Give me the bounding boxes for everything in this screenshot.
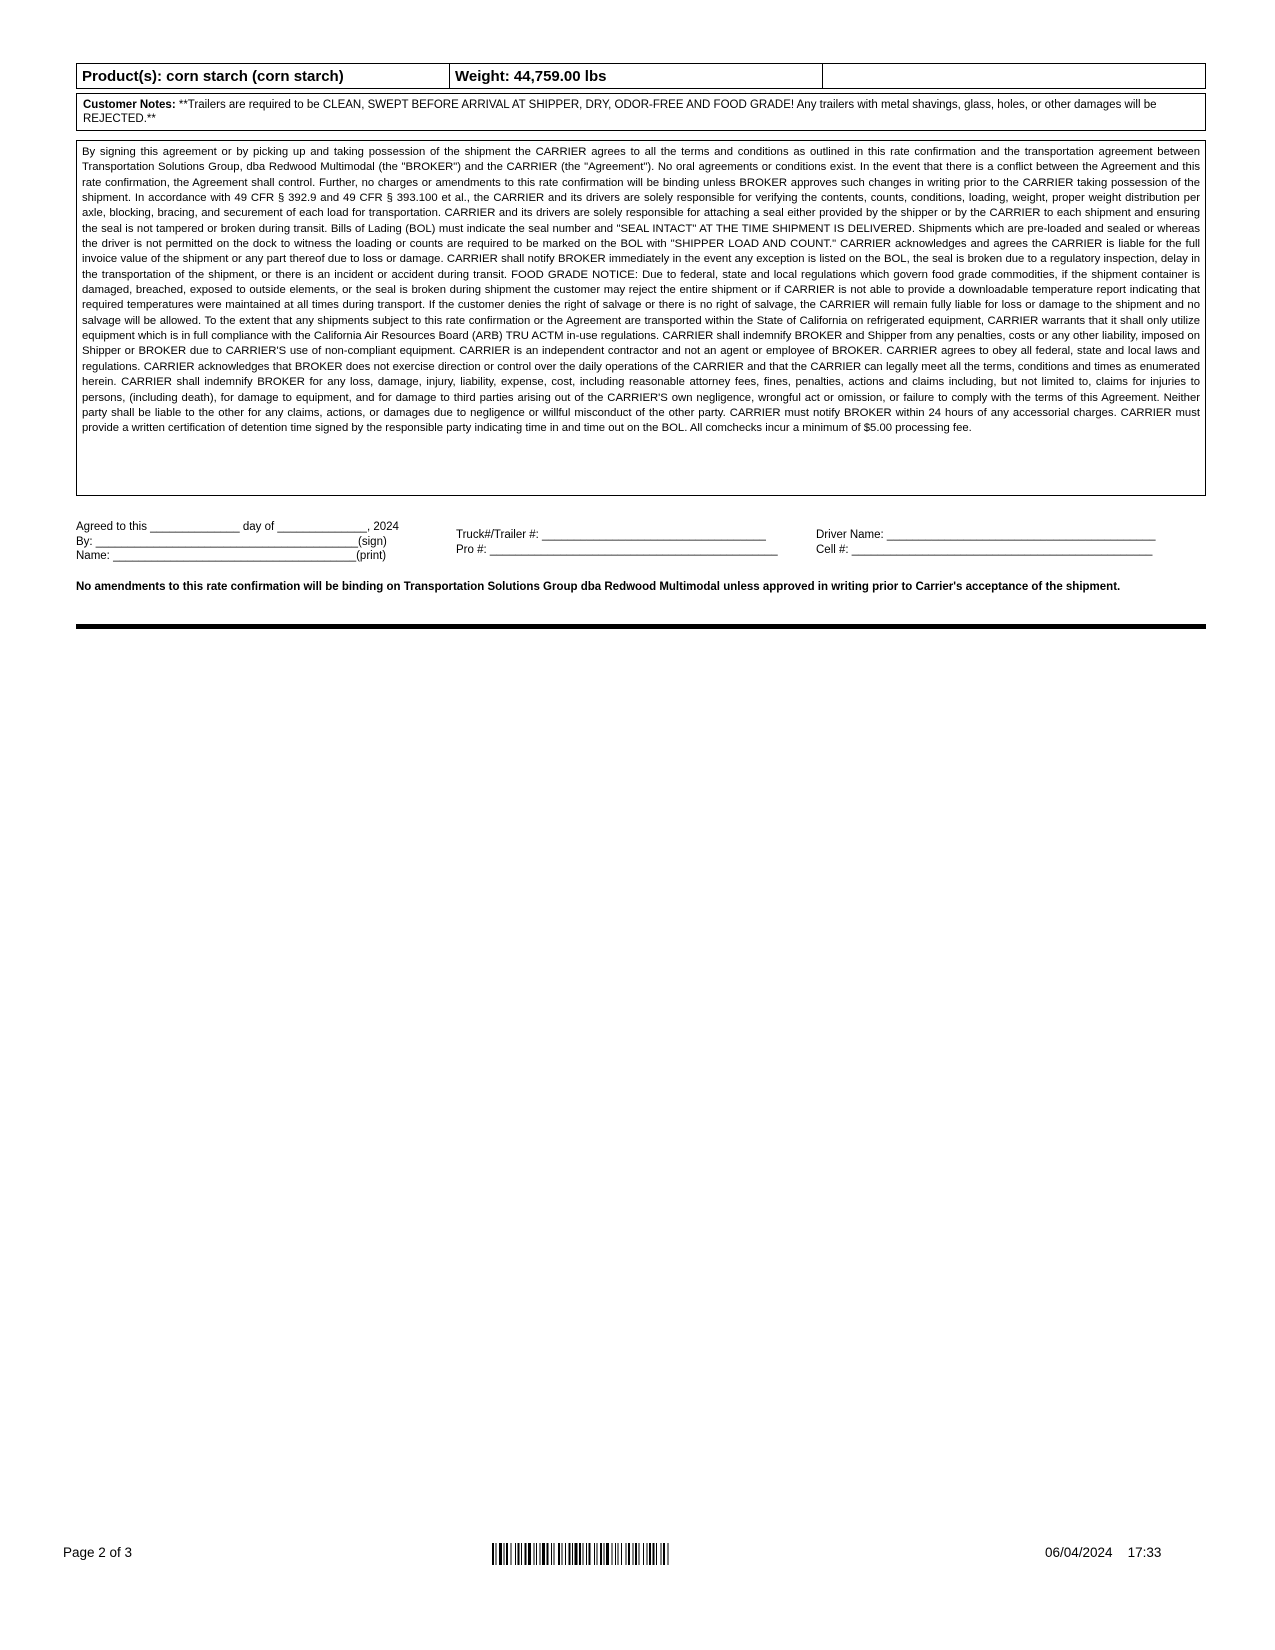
signature-block-driver: [816, 528, 1156, 557]
amendment-note: No amendments to this rate confirmation will be binding on Transportation Solutions Group dba Redwood Multimodal unless approved in writing prior to Carrier's acceptance of the shipment.: [76, 581, 1121, 593]
agreement-terms: By signing this agreement or by picking up and taking possession of the shipment the CARRIER agrees to all the terms and conditions as outlined in this rate confirmation and the transportation agreement between Transportation Solutions Group, dba Redwood Multimodal (the "BROKER") and the CARRIER (the "Agreement"). No oral agreements or conditions exist. In the event that there is a conflict between the Agreement and this rate confirmation, the Agreement shall control. Further, no charges or amendments to this rate confirmation will be binding unless BROKER approves such changes in writing prior to the CARRIER taking possession of the shipment. In accordance with 49 CFR § 392.9 and 49 CFR § 393.100 et al., the CARRIER and its drivers are solely responsible for verifying the contents, counts, conditions, loading, weight, proper weight distribution per axle, blocking, bracing, and securement of each load for transportation. CARRIER and its drivers are solely responsible for attaching a seal either provided by the shipper or by the CARRIER to each shipment and ensuring the seal is not tampered or broken during transit. Bills of Lading (BOL) must indicate the seal number and "SEAL INTACT" AT THE TIME SHIPMENT IS DELIVERED. Shipments which are pre-loaded and sealed or whereas the driver is not permitted on the dock to witness the loading or counts are required to be marked on the BOL with "SHIPPER LOAD AND COUNT." CARRIER acknowledges and agrees the CARRIER is liable for the full invoice value of the shipment or any part thereof due to loss or damage. CARRIER shall notify BROKER immediately in the event any exception is listed on the BOL, the seal is broken due to a regulatory inspection, delay in the transportation of the shipment, or there is an incident or accident during transit. FOOD GRADE NOTICE: Due to federal, state and local regulations which govern food grade commodities, if the shipment container is damaged, breached, exposed to outside elements, or the seal is broken during shipment the customer may reject the entire shipment or if CARRIER is not able to provide a downloadable temperature report indicating that required temperatures were maintained at all times during transport. If the customer denies the right of salvage or there is no right of salvage, the CARRIER will remain fully liable for loss or damage to the shipment and no salvage will be allowed. To the extent that any shipments subject to this rate confirmation or the Agreement are transported within the State of California on refrigerated equipment, CARRIER warrants that it shall only utilize equipment which is in full compliance with the California Air Resources Board (ARB) TRU ACTM in-use regulations. CARRIER shall indemnify BROKER and Shipper from any penalties, costs or any other liability, imposed on Shipper or BROKER due to CARRIER'S use of non-compliant equipment. CARRIER is an independent contractor and not an agent or employee of BROKER. CARRIER agrees to obey all federal, state and local laws and regulations. CARRIER acknowledges that BROKER does not exercise direction or control over the daily operations of the CARRIER and that the CARRIER can legally meet all the terms, conditions and times as enumerated herein. CARRIER shall indemnify BROKER for any loss, damage, injury, liability, expense, cost, including reasonable attorney fees, fines, penalties, actions and claims including, but not limited to, claims for injuries to persons, (including death), for damage to equipment, and for damage to third parties arising out of the CARRIER'S own negligence, wrongful act or omission, or failure to comply with the terms of this Agreement. Neither party shall be liable to the other for any claims, actions, or damages due to negligence or willful misconduct of the other party. CARRIER must notify BROKER within 24 hours of any accessorial charges. CARRIER must provide a written certification of detention time signed by the responsible party indicating time in and time out on the BOL. All comchecks incur a minimum of $5.00 processing fee.: [76, 140, 1206, 496]
signature-block-truck: [456, 528, 778, 557]
section-divider: [76, 624, 1206, 629]
customer-notes-label: Customer Notes:: [83, 99, 176, 111]
weight-cell: Weight: 44,759.00 lbs: [450, 64, 823, 89]
sign-by-line: By: _________________________________________(sign): [76, 535, 387, 548]
pro-number-line: Pro #: _____________________________________________: [456, 543, 778, 556]
footer-date: 06/04/2024: [1045, 1545, 1113, 1560]
product-weight-table: [76, 63, 1206, 89]
signature-block-left: [76, 520, 399, 564]
product-cell: Product(s): corn starch (corn starch): [77, 64, 450, 89]
driver-name-line: Driver Name: __________________________________________: [816, 529, 1156, 541]
print-name-line: Name: ______________________________________(print): [76, 550, 387, 562]
footer-time: 17:33: [1127, 1545, 1162, 1560]
customer-notes-text: **Trailers are required to be CLEAN, SWEPT BEFORE ARRIVAL AT SHIPPER, DRY, ODOR-FREE AND FOOD GRADE! Any trailers with metal shavings, glass, holes, or other damages will be REJECTED.**: [83, 99, 1157, 125]
barcode-icon: [492, 1543, 782, 1565]
footer-timestamp: [1045, 1545, 1161, 1560]
agreed-date-line: Agreed to this ______________ day of ______________, 2024: [76, 521, 399, 533]
cell-number-line: Cell #: _______________________________________________: [816, 543, 1153, 556]
page-number: Page 2 of 3: [63, 1545, 133, 1560]
truck-trailer-line: Truck#/Trailer #: ___________________________________: [456, 529, 766, 541]
empty-cell: [823, 64, 1206, 89]
product-row: [77, 64, 1206, 89]
customer-notes-box: [76, 93, 1206, 131]
